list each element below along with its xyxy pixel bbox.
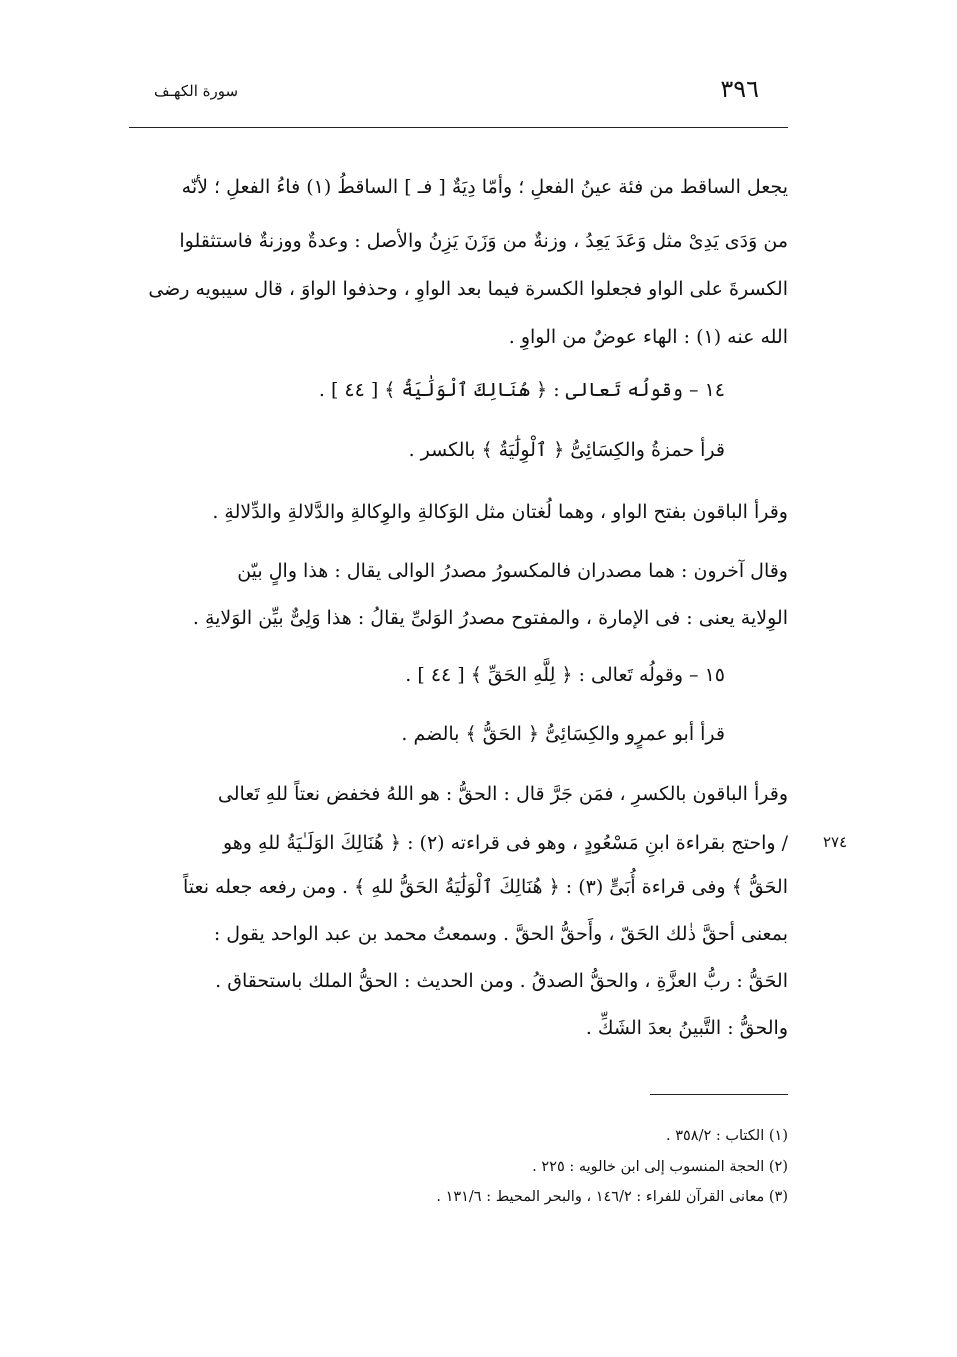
text-line: قرأ حمزةُ والكِسَائِىُّ ﴿ ٱلْوِلَٰيَةُ ﴾ بالكسر . [408, 439, 725, 461]
text-line: الحَقُّ ﴾ وفى قراءة أُبَىٍّ (٣) : ﴿ هُنَالِكَ ٱلْوَلَٰيَةُ الحَقُّ للهِ ﴾ . ومن رفعه جعله نعتاً [183, 876, 788, 898]
page-number: ٣٩٦ [720, 75, 759, 103]
text-line: وقرأ الباقون بالكسرِ ، فمَن جَرَّ قال : الحقُّ : هو اللهُ فخفض نعتاً للهِ تَعالى [217, 783, 788, 805]
text-line: وقال آخرون : هما مصدران فالمكسورُ مصدرُ الوالى يقال : هذا والٍ بيّن [237, 560, 788, 582]
text-line: الوِلاية يعنى : فى الإمارة ، والمفتوح مصدرُ الوَلىِّ يقالُ : هذا وَلِىٌّ بيِّن الوَلايةِ . [192, 607, 788, 629]
text-line: بمعنى أحقَّ ذٰلك الحَقّ ، وأَحقُّ الحقَّ . وسمعتُ محمد بن عبد الواحد يقول : [213, 923, 788, 945]
footnote: (٢) الحجة المنسوب إلى ابن خالويه : ٢٢٥ . [532, 1159, 788, 1175]
header-divider [129, 127, 788, 128]
text-line: / واحتج بقراءة ابنِ مَسْعُودٍ ، وهو فى قراءته (٢) : ﴿ هُنَالِكَ الوَلَـٰيَةُ للهِ وهو [222, 832, 788, 854]
running-header-title: سورة الكهـف [154, 82, 239, 100]
text-line: قرأ أبو عمرٍو والكِسَائِىُّ ﴿ الحَقُّ ﴾ بالضم . [401, 723, 725, 745]
text-line: من وَدَى يَدِىْ مثل وَعَدَ يَعِدُ ، وزنةٌ من وَزَنَ يَزِنُ والأصل : وعدةٌ ووزنةٌ فاستثقلوا [179, 230, 788, 252]
footnote: (٣) معانى القرآن للفراء : ١٤٦/٢ ، والبحر المحيط : ١٣١/٦ . [436, 1189, 788, 1205]
footnote-divider [650, 1094, 788, 1095]
text-line: الكسرةَ على الواو فجعلوا الكسرة فيما بعد الواوِ ، وحذفوا الواوَ ، قال سيبويه رضى [148, 278, 788, 300]
margin-page-reference: ٢٧٤ [823, 833, 848, 851]
verse-heading: ١٥ – وقولُه تَعالى : ﴿ لِلَّهِ الحَقِّ ﴾ [ ٤٤ ] . [405, 664, 725, 686]
text-line: والحقُّ : التَّبينُ بعدَ الشَكِّ . [585, 1017, 788, 1039]
text-line: الحَقُّ : ربُّ العزَّةِ ، والحقُّ الصدقُ . ومن الحديث : الحقُّ الملك باستحقاق . [215, 970, 788, 992]
text-line: يجعل الساقط من فئة عينُ الفعلِ ؛ وأمّا دِيَةٌ [ فـ ] الساقطُ (١) فاءُ الفعلِ ؛ لأنّه [181, 176, 788, 198]
footnote: (١) الكتاب : ٣٥٨/٢ . [665, 1128, 788, 1144]
verse-heading: ١٤ – وقولُه تَعالى : ﴿ هُنَالِكَ ٱلْوَلَٰيَةُ ﴾ [ ٤٤ ] . [318, 379, 725, 401]
text-line: وقرأ الباقون بفتح الواو ، وهما لُغتان مثل الوَكالةِ والوِكالةِ والدَّلالةِ والدِّلالةِ . [212, 501, 788, 523]
text-line: الله عنه (١) : الهاء عوضٌ من الواوِ . [508, 326, 788, 348]
